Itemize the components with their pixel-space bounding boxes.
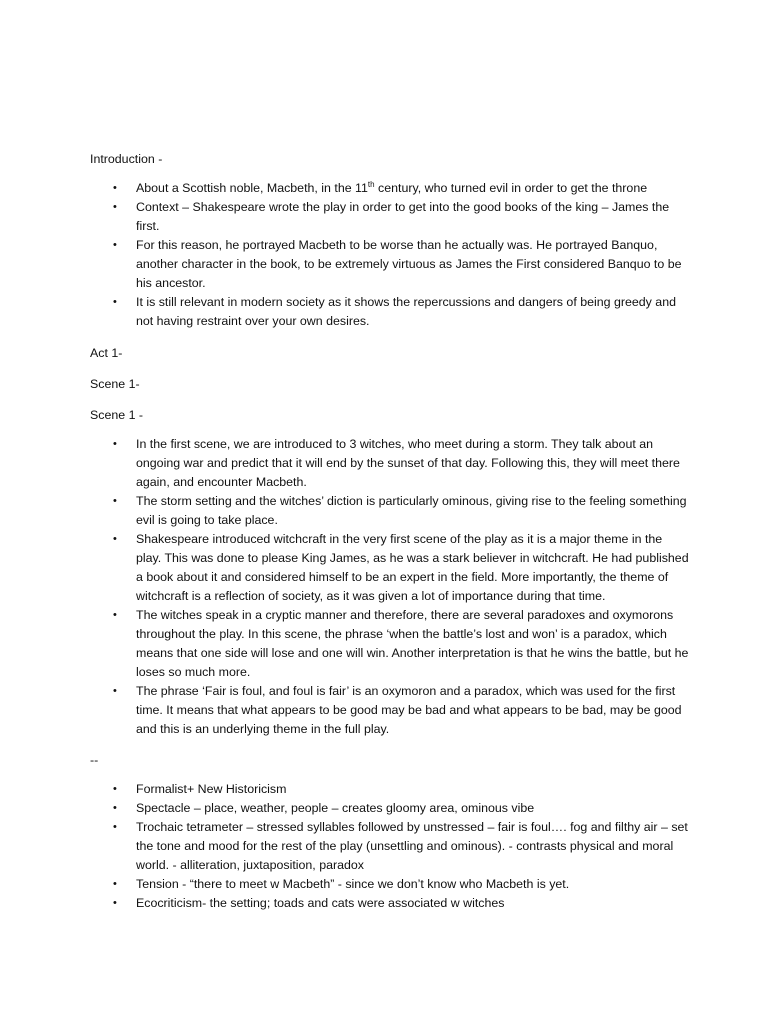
bullet-icon: •: [113, 821, 117, 833]
bullet-icon: •: [113, 495, 117, 507]
bullet-icon: •: [113, 533, 117, 545]
bullet-icon: •: [113, 239, 117, 251]
introduction-heading: Introduction -: [90, 152, 163, 166]
list-item: • Context – Shakespeare wrote the play in order to get into the good books of the king – James the first.: [113, 200, 670, 233]
list-item: • Trochaic tetrameter – stressed syllables followed by unstressed – fair is foul…. fog and filthy air – set the tone and mood for the rest of the play (unsettling and ominous). - contrasts physical and moral world. - alliteration, juxtaposition, paradox: [113, 820, 688, 872]
list-item: • The phrase ‘Fair is foul, and foul is fair’ is an oxymoron and a paradox, which was used for the first time. It means that what appears to be good may be bad and what appears to be bad, may be good and this is an underlying theme in the full play.: [113, 684, 682, 736]
list-item: • About a Scottish noble, Macbeth, in the 11th century, who turned evil in order to get the throne: [90, 179, 690, 198]
scene-1-bullet-list: [90, 435, 690, 739]
bullet-icon: •: [113, 878, 117, 890]
act-1-heading: Act 1-: [90, 346, 123, 360]
introduction-bullet-list: [90, 179, 690, 331]
list-item: • For this reason, he portrayed Macbeth to be worse than he actually was. He portrayed Banquo, another character in the book, to be extremely virtuous as James the First considered Banquo to be his ancestor.: [113, 238, 682, 290]
document-body: [90, 150, 690, 913]
section-separator: --: [90, 753, 99, 767]
bullet-icon: •: [113, 609, 117, 621]
bullet-icon: •: [113, 201, 117, 213]
bullet-icon: •: [113, 802, 117, 814]
list-item: • Spectacle – place, weather, people – creates gloomy area, ominous vibe: [90, 799, 690, 818]
bullet-icon: •: [113, 296, 117, 308]
list-item: • Shakespeare introduced witchcraft in the very first scene of the play as it is a major theme in the play. This was done to please King James, as he was a stark believer in witchcraft. He had published a book about it and considered himself to be an expert in the field. More importantly, the theme of witchcraft is a reflection of society, as it was given a lot of importance during that time.: [113, 532, 689, 603]
scene-1-subheading: Scene 1 -: [90, 408, 144, 422]
list-item: • In the first scene, we are introduced to 3 witches, who meet during a storm. They talk about an ongoing war and predict that it will end by the sunset of that day. Following this, they will meet there again, and encounter Macbeth.: [113, 437, 680, 489]
list-item: • Tension - “there to meet w Macbeth” - since we don’t know who Macbeth is yet.: [90, 875, 690, 894]
notes-bullet-list: [90, 780, 690, 913]
list-item: • Ecocriticism- the setting; toads and cats were associated w witches: [90, 894, 690, 913]
bullet-icon: •: [113, 783, 117, 795]
bullet-icon: •: [113, 438, 117, 450]
list-item: • The storm setting and the witches’ diction is particularly ominous, giving rise to the feeling something evil is going to take place.: [113, 494, 687, 527]
bullet-icon: •: [113, 182, 117, 194]
list-item: • Formalist+ New Historicism: [90, 780, 690, 799]
list-item: • It is still relevant in modern society as it shows the repercussions and dangers of being greedy and not having restraint over your own desires.: [113, 295, 676, 328]
list-item: • The witches speak in a cryptic manner and therefore, there are several paradoxes and oxymorons throughout the play. In this scene, the phrase ‘when the battle’s lost and won’ is a paradox, which means that one side will lose and one will win. Another interpretation is that he wins the battle, but he loses so much more.: [113, 608, 689, 679]
scene-1-heading: Scene 1-: [90, 377, 140, 391]
bullet-icon: •: [113, 685, 117, 697]
bullet-icon: •: [113, 897, 117, 909]
